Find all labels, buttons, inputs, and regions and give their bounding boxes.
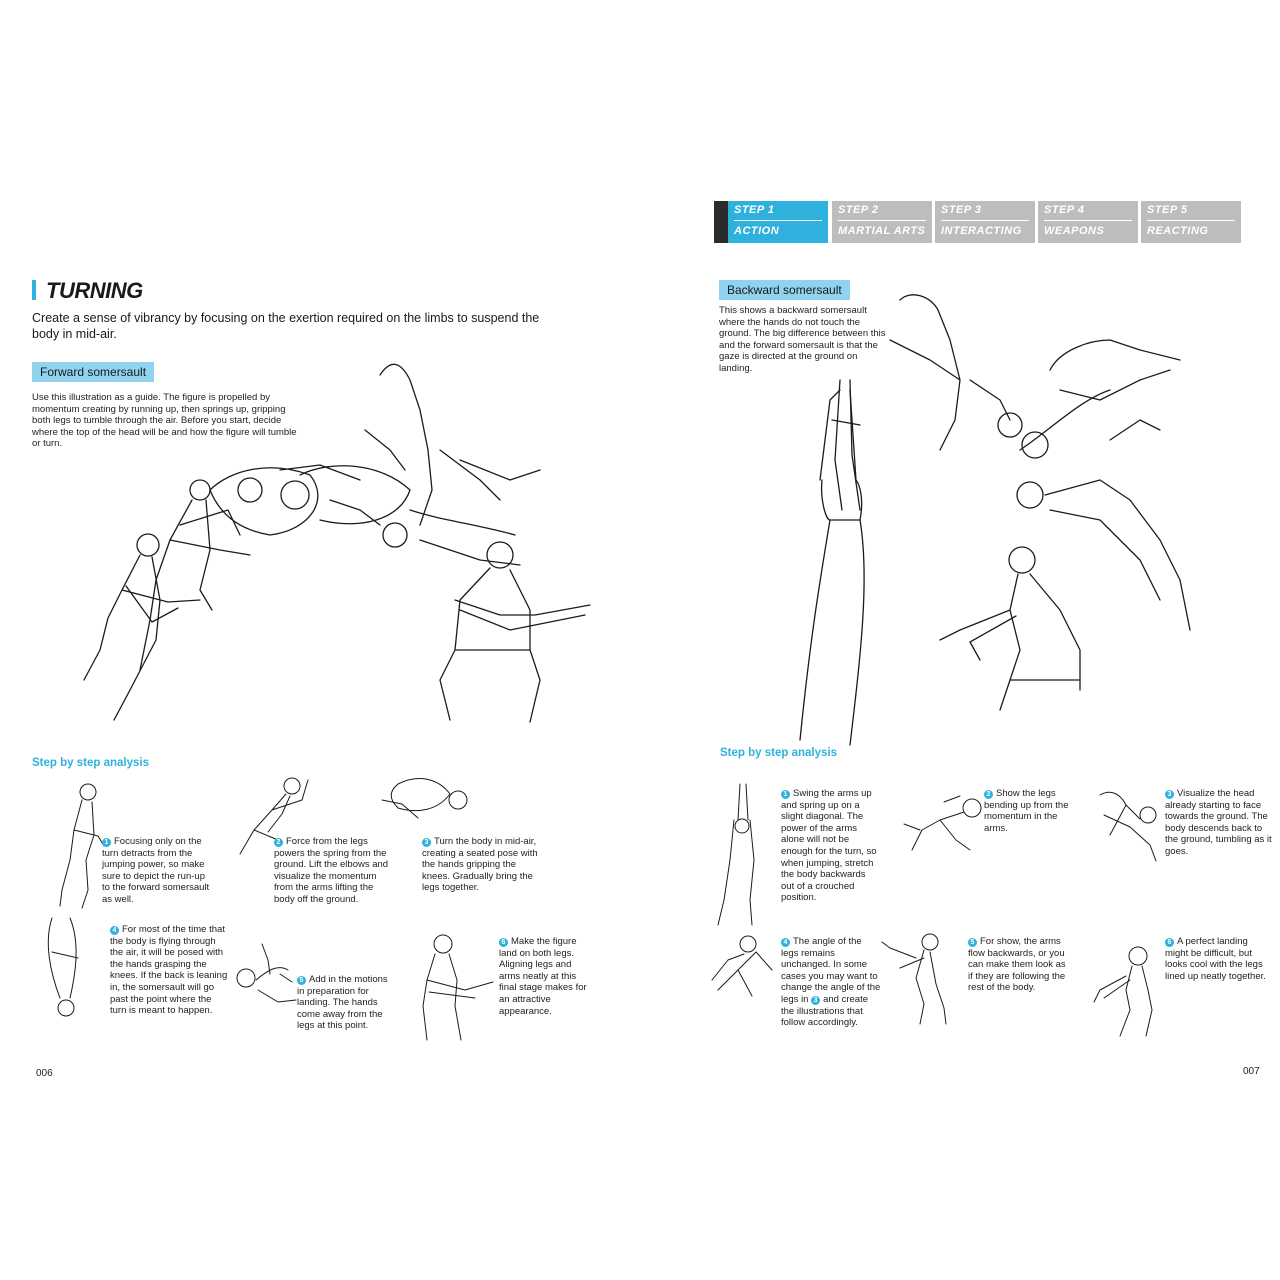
step-note-left-2 [274, 836, 389, 906]
section-label-backward: Backward somersault [719, 280, 850, 300]
title-accent-bar [32, 280, 36, 300]
step-figure-left-5 [218, 940, 298, 1010]
page-title [32, 278, 143, 304]
step-note-text: Make the figure land on both legs. Aligning legs and arms neatly at this final stage makes for an attractive appearance. [499, 936, 587, 1017]
section-label-forward: Forward somersault [32, 362, 154, 382]
step-note-left-4 [110, 924, 228, 1017]
step-figure-left-4 [40, 912, 90, 1022]
step-note-right-1 [781, 788, 881, 904]
step-figure-right-2 [900, 790, 990, 860]
step-label: MARTIAL ARTS [838, 225, 926, 237]
section-text-forward: Use this illustration as a guide. The figure is propelled by momentum creating by running up, then springs up, gripping both legs to tumble through the air. Before you start, decide where the top of the head will be and how the figure will tumble or turn. [32, 392, 297, 449]
step-divider [838, 220, 926, 221]
step-badge: 6 [1165, 938, 1174, 947]
forward-somersault-illustration [60, 350, 600, 740]
tab-step-1[interactable] [728, 201, 828, 243]
step-badge: 3 [422, 838, 431, 847]
step-note-text: The angle of the legs remains unchanged. In some cases you may want to change the angle of the legs in [781, 936, 881, 1005]
step-note-left-6 [499, 936, 591, 1017]
step-nav-edge [714, 201, 728, 243]
step-figure-right-3 [1090, 785, 1165, 865]
step-divider [1044, 220, 1132, 221]
step-figure-left-6 [405, 930, 495, 1045]
step-note-text: Focusing only on the turn detracts from the jumping power, so make sure to depict the run-up to the forward somersault as well. [102, 836, 210, 905]
section-text-backward: This shows a backward somersault where the hands do not touch the ground. The big difference between this and the forward somersault is that the gaze is directed at the ground on landing. [719, 305, 886, 374]
step-label: REACTING [1147, 225, 1209, 237]
step-badge: 4 [781, 938, 790, 947]
step-note-right-2 [984, 788, 1074, 834]
step-note-text: Force from the legs powers the spring from the ground. Lift the elbows and visualize the momentum from the arms lifting the body off the ground. [274, 836, 389, 905]
step-note-text: Visualize the head already starting to face towards the ground. The body descends back to the ground, tumbling as it goes. [1165, 788, 1272, 857]
step-badge: 1 [781, 790, 790, 799]
step-number: STEP 4 [1044, 204, 1085, 216]
analysis-heading-left: Step by step analysis [32, 757, 149, 769]
step-reference-badge: 3 [811, 996, 820, 1005]
step-note-text: A perfect landing might be difficult, but looks cool with the legs lined up neatly together. [1165, 936, 1266, 982]
tab-step-5[interactable] [1141, 201, 1241, 243]
step-number: STEP 5 [1147, 204, 1188, 216]
step-figure-right-4 [708, 930, 778, 1000]
step-badge: 2 [984, 790, 993, 799]
step-note-left-3 [422, 836, 542, 894]
tab-step-2[interactable] [832, 201, 932, 243]
step-note-text: For show, the arms flow backwards, or you can make them look as if they are following the rest of the body. [968, 936, 1066, 994]
analysis-heading-right: Step by step analysis [720, 747, 837, 759]
intro-text: Create a sense of vibrancy by focusing on the exertion required on the limbs to suspend the body in mid-air. [32, 311, 540, 341]
step-note-text: Swing the arms up and spring up on a slight diagonal. The power of the arms alone will not be enough for the turn, so when jumping, stretch the body backwards out of a crouched position. [781, 788, 877, 904]
step-number: STEP 1 [734, 204, 775, 216]
step-badge: 1 [102, 838, 111, 847]
step-label: ACTION [734, 225, 780, 237]
tab-step-4[interactable] [1038, 201, 1138, 243]
step-note-left-1 [102, 836, 210, 906]
step-note-right-5 [968, 936, 1070, 994]
page-number-left: 006 [36, 1068, 53, 1079]
backward-somersault-illustration [760, 280, 1200, 750]
tab-step-3[interactable] [935, 201, 1035, 243]
step-divider [734, 220, 822, 221]
step-divider [941, 220, 1029, 221]
step-badge: 4 [110, 926, 119, 935]
step-figure-right-1 [710, 780, 770, 930]
step-badge: 5 [968, 938, 977, 947]
page-title-text: TURNING [46, 278, 143, 303]
step-figure-right-6 [1090, 940, 1170, 1040]
step-note-text: and create the illustrations that follow accordingly. [781, 993, 869, 1029]
step-number: STEP 3 [941, 204, 982, 216]
step-note-text: Add in the motions in preparation for landing. The hands come away from the legs at this point. [297, 974, 388, 1032]
step-badge: 6 [499, 938, 508, 947]
step-label: WEAPONS [1044, 225, 1105, 237]
step-number: STEP 2 [838, 204, 879, 216]
step-note-text: Show the legs bending up from the momentum in the arms. [984, 788, 1069, 834]
step-figure-left-1 [58, 780, 108, 910]
step-figure-left-3 [378, 770, 478, 830]
step-note-left-5 [297, 974, 397, 1032]
step-note-right-4 [781, 936, 881, 1029]
step-badge: 5 [297, 976, 306, 985]
step-note-right-6 [1165, 936, 1273, 982]
step-note-text: Turn the body in mid-air, creating a seated pose with the hands gripping the knees. Gradually bring the legs together. [422, 836, 538, 894]
page-number-right: 007 [1243, 1066, 1260, 1077]
step-note-text: For most of the time that the body is flying through the air, it will be posed with the hands grasping the knees. If the back is leaning in, the somersault will go past the point where the turn is meant to happen. [110, 924, 228, 1017]
step-navigation [714, 201, 1244, 243]
step-figure-right-5 [880, 928, 960, 1028]
step-label: INTERACTING [941, 225, 1022, 237]
step-badge: 2 [274, 838, 283, 847]
step-divider [1147, 220, 1235, 221]
step-badge: 3 [1165, 790, 1174, 799]
step-note-right-3 [1165, 788, 1275, 858]
